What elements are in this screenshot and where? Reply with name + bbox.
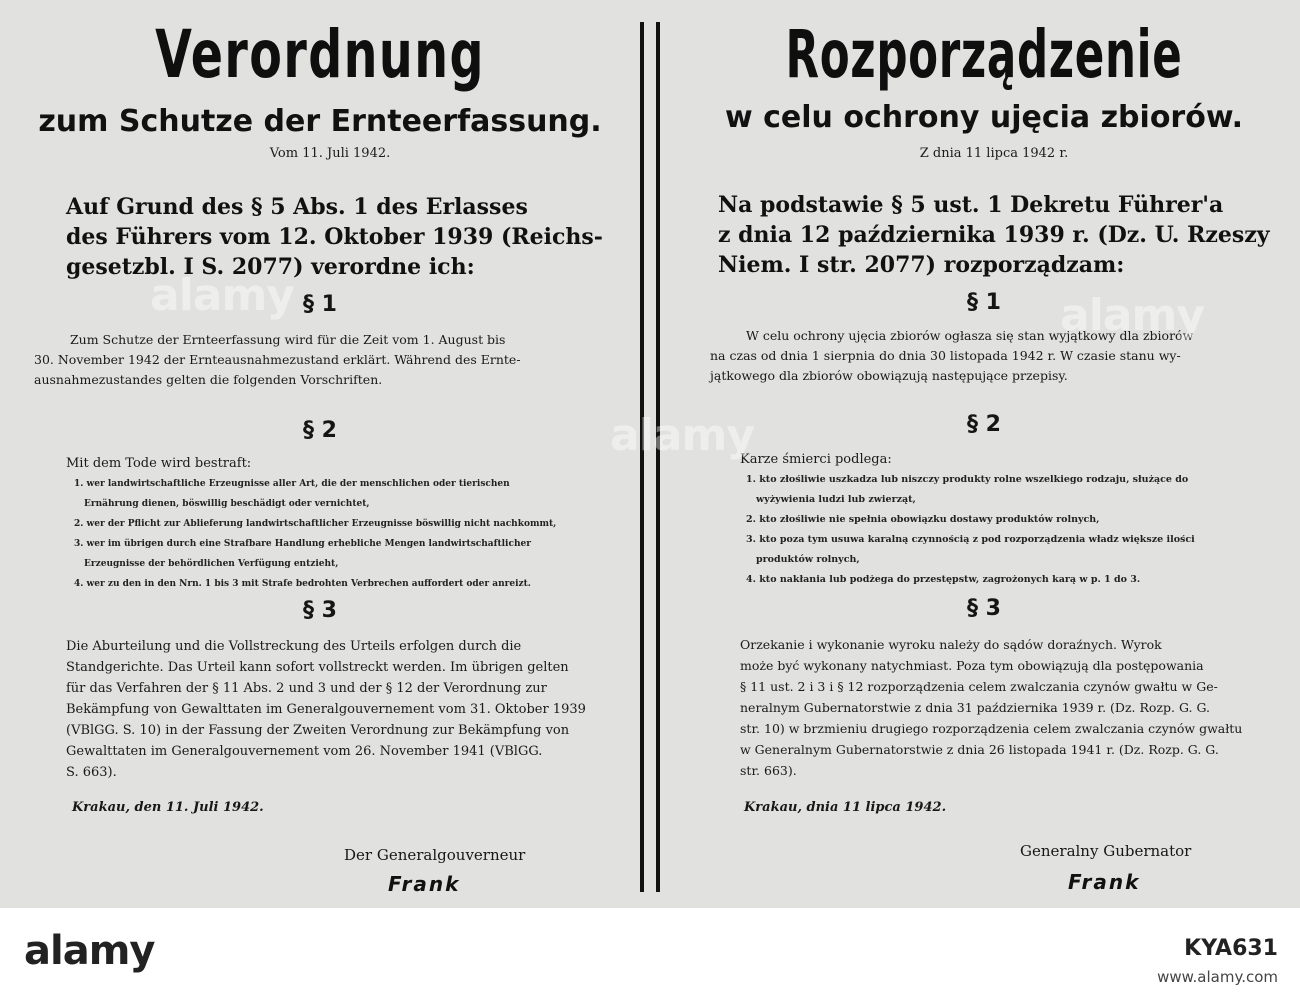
text-line: str. 10) w brzmieniu drugiego rozporządzenia celem zwalczania czynów gwałtu	[740, 721, 1243, 736]
polish-office: Generalny Gubernator	[1020, 842, 1192, 860]
text-line: w Generalnym Gubernatorstwie z dnia 26 listopada 1941 r. (Dz. Rozp. G. G.	[740, 742, 1219, 757]
list-item: 2. wer der Pflicht zur Ablieferung landwirtschaftlicher Erzeugnisse böswillig nicht nachkommt,	[74, 519, 557, 529]
german-section-1-heading: § 1	[303, 292, 337, 317]
list-item: wyżywienia ludzi lub zwierząt,	[756, 494, 916, 505]
text-line: Die Aburteilung und die Vollstreckung des Urteils erfolgen durch die	[66, 639, 522, 654]
german-date: Vom 11. Juli 1942.	[269, 146, 391, 161]
german-section-2-heading: § 2	[303, 418, 337, 443]
german-section-3-heading: § 3	[303, 598, 337, 623]
watermark: alamy	[150, 270, 294, 321]
list-item: Ernährung dienen, böswillig beschädigt oder vernichtet,	[84, 499, 370, 509]
watermark: alamy	[1060, 290, 1204, 341]
text-line: jątkowego dla zbiorów obowiązują następujące przepisy.	[710, 368, 1068, 383]
preamble-line: Niem. I str. 2077) rozporządzam:	[718, 252, 1125, 278]
preamble-line: gesetzbl. I S. 2077) verordne ich:	[66, 254, 475, 280]
preamble-line: Auf Grund des § 5 Abs. 1 des Erlasses	[66, 194, 528, 220]
text-line: § 11 ust. 2 i 3 i § 12 rozporządzenia celem zwalczania czynów gwałtu w Ge-	[740, 679, 1218, 694]
list-item: 3. wer im übrigen durch eine Strafbare Handlung erhebliche Mengen landwirtschaftlicher	[74, 539, 531, 549]
polish-signatory: Frank	[1068, 870, 1141, 894]
german-preamble	[66, 192, 606, 282]
polish-section-1-heading: § 1	[967, 290, 1001, 315]
text-line: neralnym Gubernatorstwie z dnia 31 października 1939 r. (Dz. Rozp. G. G.	[740, 700, 1210, 715]
polish-subtitle: w celu ochrony ujęcia zbiorów.	[724, 100, 1244, 135]
text-line: może być wykonany natychmiast. Poza tym obowiązują dla postępowania	[740, 658, 1204, 673]
list-item: 4. kto nakłania lub podżega do przestępstw, zagrożonych karą w p. 1 do 3.	[746, 574, 1141, 585]
watermark: alamy	[610, 410, 754, 461]
german-title: Verordnung	[155, 16, 485, 93]
text-line: S. 663).	[66, 765, 117, 780]
german-office: Der Generalgouverneur	[344, 846, 526, 864]
text-line: str. 663).	[740, 763, 797, 778]
text-line: 30. November 1942 der Ernteausnahmezustand erklärt. Während des Ernte-	[34, 352, 521, 367]
list-item: Erzeugnisse der behördlichen Verfügung entzieht,	[84, 559, 339, 569]
text-line: W celu ochrony ujęcia zbiorów ogłasza się stan wyjątkowy dla zbiorów	[746, 328, 1194, 343]
text-line: Standgerichte. Das Urteil kann sofort vollstreckt werden. Im übrigen gelten	[66, 660, 569, 675]
column-divider	[636, 22, 666, 892]
preamble-line: Na podstawie § 5 ust. 1 Dekretu Führer'a	[718, 192, 1224, 218]
image-id: KYA631	[1184, 936, 1278, 961]
text-line: Orzekanie i wykonanie wyroku należy do sądów doraźnych. Wyrok	[740, 637, 1162, 652]
preamble-line: des Führers vom 12. Oktober 1939 (Reichs-	[66, 224, 603, 250]
site-url: www.alamy.com	[1157, 968, 1278, 986]
stock-footer	[0, 908, 1300, 996]
german-section-2-lead: Mit dem Tode wird bestraft:	[66, 456, 252, 471]
preamble-line: z dnia 12 października 1939 r. (Dz. U. Rzeszy	[718, 222, 1270, 248]
polish-section-2-list	[746, 470, 1195, 590]
text-line: für das Verfahren der § 11 Abs. 2 und 3 und der § 12 der Verordnung zur	[66, 681, 547, 696]
text-line: na czas od dnia 1 sierpnia do dnia 30 listopada 1942 r. W czasie stanu wy-	[710, 348, 1181, 363]
polish-section-1-text	[710, 326, 1194, 386]
list-item: 3. kto poza tym usuwa karalną czynnością z pod rozporządzenia władz większe ilości	[746, 534, 1195, 545]
alamy-logo: alamy	[24, 928, 155, 974]
list-item: 4. wer zu den in den Nrn. 1 bis 3 mit Strafe bedrohten Verbrechen auffordert oder anreizt.	[74, 579, 531, 589]
german-section-3-text	[66, 636, 586, 783]
polish-title: Rozporządzenie	[785, 16, 1183, 93]
german-section-1-text	[34, 330, 521, 390]
german-subtitle: zum Schutze der Ernteerfassung.	[38, 104, 602, 139]
polish-section-3-text	[740, 634, 1242, 781]
list-item: 1. wer landwirtschaftliche Erzeugnisse aller Art, die der menschlichen oder tierischen	[74, 479, 510, 489]
list-item: 1. kto złośliwie uszkadza lub niszczy produkty rolne wszelkiego rodzaju, służące do	[746, 474, 1189, 485]
text-line: Gewalttaten im Generalgouvernement vom 26. November 1941 (VBlGG.	[66, 744, 543, 759]
text-line: ausnahmezustandes gelten die folgenden Vorschriften.	[34, 372, 383, 387]
polish-section-2-lead: Karze śmierci podlega:	[740, 452, 892, 467]
german-place-date: Krakau, den 11. Juli 1942.	[72, 800, 264, 815]
polish-section-3-heading: § 3	[967, 596, 1001, 621]
polish-preamble	[718, 190, 1273, 280]
german-signatory: Frank	[388, 872, 461, 896]
polish-place-date: Krakau, dnia 11 lipca 1942.	[744, 800, 947, 815]
polish-date: Z dnia 11 lipca 1942 r.	[919, 146, 1069, 161]
text-line: Bekämpfung von Gewalttaten im Generalgouvernement vom 31. Oktober 1939	[66, 702, 586, 717]
list-item: produktów rolnych,	[756, 554, 860, 565]
polish-section-2-heading: § 2	[967, 412, 1001, 437]
german-section-2-list	[74, 474, 556, 594]
text-line: (VBlGG. S. 10) in der Fassung der Zweiten Verordnung zur Bekämpfung von	[66, 723, 570, 738]
list-item: 2. kto złośliwie nie spełnia obowiązku dostawy produktów rolnych,	[746, 514, 1100, 525]
text-line: Zum Schutze der Ernteerfassung wird für die Zeit vom 1. August bis	[70, 332, 506, 347]
